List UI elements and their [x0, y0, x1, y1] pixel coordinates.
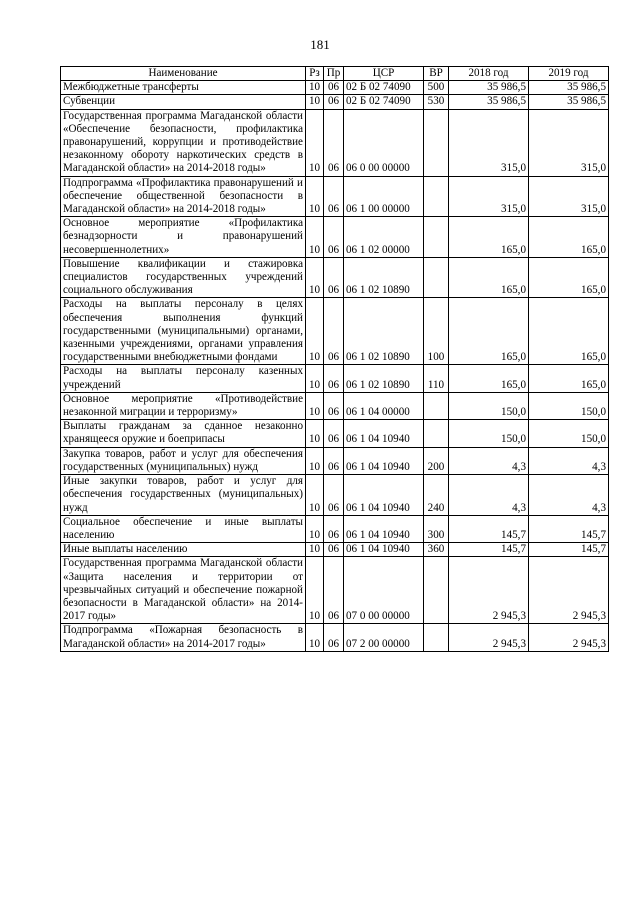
- table-row: [61, 420, 609, 447]
- cell-rz: 10: [306, 298, 324, 365]
- table-row: [61, 515, 609, 542]
- cell-pr: 06: [324, 298, 344, 365]
- cell-2019: 150,0: [529, 420, 609, 447]
- cell-2019: 150,0: [529, 392, 609, 419]
- cell-2018: 165,0: [449, 298, 529, 365]
- header-name: Наименование: [61, 67, 306, 81]
- header-pr: Пр: [324, 67, 344, 81]
- cell-name: Выплаты гражданам за сданное незаконно хранящееся оружие и боеприпасы: [61, 420, 306, 447]
- cell-pr: 06: [324, 365, 344, 392]
- cell-2019: 4,3: [529, 475, 609, 516]
- cell-name: Расходы на выплаты персоналу в целях обеспечения выполнения функций государственными (муниципальными) органами, казенными учреждениями, органами управления государственными внебюджетными фондами: [61, 298, 306, 365]
- table-row: [61, 217, 609, 258]
- table-row: [61, 176, 609, 217]
- cell-name: Государственная программа Магаданской области «Обеспечение безопасности, профилактика правонарушений, коррупции и противодействие незаконному обороту наркотических средств в Магаданской области» на 2014-2018 годы»: [61, 109, 306, 176]
- cell-2019: 315,0: [529, 176, 609, 217]
- cell-vr: 530: [424, 95, 449, 109]
- cell-vr: 240: [424, 475, 449, 516]
- cell-2019: 165,0: [529, 217, 609, 258]
- cell-vr: 300: [424, 515, 449, 542]
- cell-2018: 2 945,3: [449, 557, 529, 624]
- cell-2019: 165,0: [529, 298, 609, 365]
- header-vr: ВР: [424, 67, 449, 81]
- cell-2018: 145,7: [449, 543, 529, 557]
- header-2018: 2018 год: [449, 67, 529, 81]
- cell-2018: 35 986,5: [449, 81, 529, 95]
- cell-csr: 02 Б 02 74090: [344, 81, 424, 95]
- cell-rz: 10: [306, 176, 324, 217]
- table-row: [61, 109, 609, 176]
- cell-name: Закупка товаров, работ и услуг для обеспечения государственных (муниципальных) нужд: [61, 447, 306, 474]
- cell-rz: 10: [306, 475, 324, 516]
- cell-pr: 06: [324, 420, 344, 447]
- table-row: [61, 365, 609, 392]
- cell-pr: 06: [324, 392, 344, 419]
- cell-vr: [424, 420, 449, 447]
- cell-2019: 35 986,5: [529, 81, 609, 95]
- cell-name: Субвенции: [61, 95, 306, 109]
- cell-rz: 10: [306, 420, 324, 447]
- cell-vr: 100: [424, 298, 449, 365]
- cell-csr: 07 0 00 00000: [344, 557, 424, 624]
- cell-name: Повышение квалификации и стажировка специалистов государственных учреждений социального обслуживания: [61, 257, 306, 298]
- cell-2018: 165,0: [449, 365, 529, 392]
- cell-pr: 06: [324, 257, 344, 298]
- cell-vr: 200: [424, 447, 449, 474]
- cell-rz: 10: [306, 447, 324, 474]
- cell-pr: 06: [324, 81, 344, 95]
- cell-csr: 06 1 04 10940: [344, 447, 424, 474]
- cell-name: Иные выплаты населению: [61, 543, 306, 557]
- cell-rz: 10: [306, 365, 324, 392]
- cell-pr: 06: [324, 447, 344, 474]
- cell-2018: 145,7: [449, 515, 529, 542]
- budget-table: [60, 66, 609, 652]
- cell-csr: 06 1 04 00000: [344, 392, 424, 419]
- cell-2018: 150,0: [449, 392, 529, 419]
- cell-name: Иные закупки товаров, работ и услуг для обеспечения государственных (муниципальных) нужд: [61, 475, 306, 516]
- cell-vr: 360: [424, 543, 449, 557]
- cell-name: Основное мероприятие «Противодействие незаконной миграции и терроризму»: [61, 392, 306, 419]
- cell-pr: 06: [324, 515, 344, 542]
- cell-rz: 10: [306, 624, 324, 651]
- cell-name: Социальное обеспечение и иные выплаты населению: [61, 515, 306, 542]
- cell-pr: 06: [324, 217, 344, 258]
- cell-2019: 2 945,3: [529, 557, 609, 624]
- cell-csr: 06 1 02 10890: [344, 365, 424, 392]
- cell-pr: 06: [324, 543, 344, 557]
- cell-pr: 06: [324, 176, 344, 217]
- cell-csr: 06 1 04 10940: [344, 515, 424, 542]
- header-rz: Рз: [306, 67, 324, 81]
- cell-2018: 4,3: [449, 447, 529, 474]
- table-row: [61, 95, 609, 109]
- cell-rz: 10: [306, 257, 324, 298]
- cell-rz: 10: [306, 217, 324, 258]
- cell-2018: 165,0: [449, 257, 529, 298]
- cell-2018: 4,3: [449, 475, 529, 516]
- cell-2019: 2 945,3: [529, 624, 609, 651]
- cell-csr: 06 1 02 10890: [344, 298, 424, 365]
- cell-rz: 10: [306, 81, 324, 95]
- header-csr: ЦСР: [344, 67, 424, 81]
- cell-csr: 07 2 00 00000: [344, 624, 424, 651]
- cell-csr: 06 1 04 10940: [344, 543, 424, 557]
- cell-rz: 10: [306, 392, 324, 419]
- cell-csr: 06 1 04 10940: [344, 420, 424, 447]
- cell-2019: 145,7: [529, 515, 609, 542]
- cell-2018: 315,0: [449, 176, 529, 217]
- cell-name: Расходы на выплаты персоналу казенных учреждений: [61, 365, 306, 392]
- header-2019: 2019 год: [529, 67, 609, 81]
- cell-csr: 06 1 04 10940: [344, 475, 424, 516]
- cell-2019: 315,0: [529, 109, 609, 176]
- table-row: [61, 475, 609, 516]
- page-number: 181: [310, 37, 330, 52]
- cell-name: Основное мероприятие «Профилактика безнадзорности и правонарушений несовершеннолетних»: [61, 217, 306, 258]
- table-row: [61, 447, 609, 474]
- cell-2019: 165,0: [529, 365, 609, 392]
- cell-vr: 500: [424, 81, 449, 95]
- cell-2018: 165,0: [449, 217, 529, 258]
- cell-vr: [424, 217, 449, 258]
- cell-vr: [424, 176, 449, 217]
- table-row: [61, 81, 609, 95]
- cell-2018: 150,0: [449, 420, 529, 447]
- cell-vr: 110: [424, 365, 449, 392]
- table-header-row: [61, 67, 609, 81]
- cell-csr: 06 1 02 10890: [344, 257, 424, 298]
- cell-vr: [424, 557, 449, 624]
- cell-name: Подпрограмма «Профилактика правонарушений и обеспечение общественной безопасности в Магаданской области» на 2014-2018 годы»: [61, 176, 306, 217]
- table-row: [61, 298, 609, 365]
- cell-rz: 10: [306, 109, 324, 176]
- table-row: [61, 557, 609, 624]
- cell-name: Государственная программа Магаданской области «Защита населения и территории от чрезвычайных ситуаций и обеспечение пожарной безопасности в Магаданской области» на 2014-2017 годы»: [61, 557, 306, 624]
- cell-2018: 35 986,5: [449, 95, 529, 109]
- cell-2018: 2 945,3: [449, 624, 529, 651]
- cell-pr: 06: [324, 475, 344, 516]
- table-row: [61, 257, 609, 298]
- table-row: [61, 392, 609, 419]
- cell-csr: 06 0 00 00000: [344, 109, 424, 176]
- cell-vr: [424, 392, 449, 419]
- cell-vr: [424, 109, 449, 176]
- table-body: [61, 81, 609, 652]
- cell-2018: 315,0: [449, 109, 529, 176]
- cell-pr: 06: [324, 109, 344, 176]
- cell-rz: 10: [306, 543, 324, 557]
- cell-2019: 4,3: [529, 447, 609, 474]
- cell-rz: 10: [306, 557, 324, 624]
- cell-csr: 02 Б 02 74090: [344, 95, 424, 109]
- cell-name: Подпрограмма «Пожарная безопасность в Магаданской области» на 2014-2017 годы»: [61, 624, 306, 651]
- cell-vr: [424, 624, 449, 651]
- cell-pr: 06: [324, 95, 344, 109]
- cell-csr: 06 1 00 00000: [344, 176, 424, 217]
- table-row: [61, 543, 609, 557]
- cell-2019: 35 986,5: [529, 95, 609, 109]
- cell-pr: 06: [324, 624, 344, 651]
- cell-2019: 165,0: [529, 257, 609, 298]
- cell-csr: 06 1 02 00000: [344, 217, 424, 258]
- cell-rz: 10: [306, 515, 324, 542]
- table-row: [61, 624, 609, 651]
- cell-rz: 10: [306, 95, 324, 109]
- cell-pr: 06: [324, 557, 344, 624]
- cell-vr: [424, 257, 449, 298]
- cell-2019: 145,7: [529, 543, 609, 557]
- cell-name: Межбюджетные трансферты: [61, 81, 306, 95]
